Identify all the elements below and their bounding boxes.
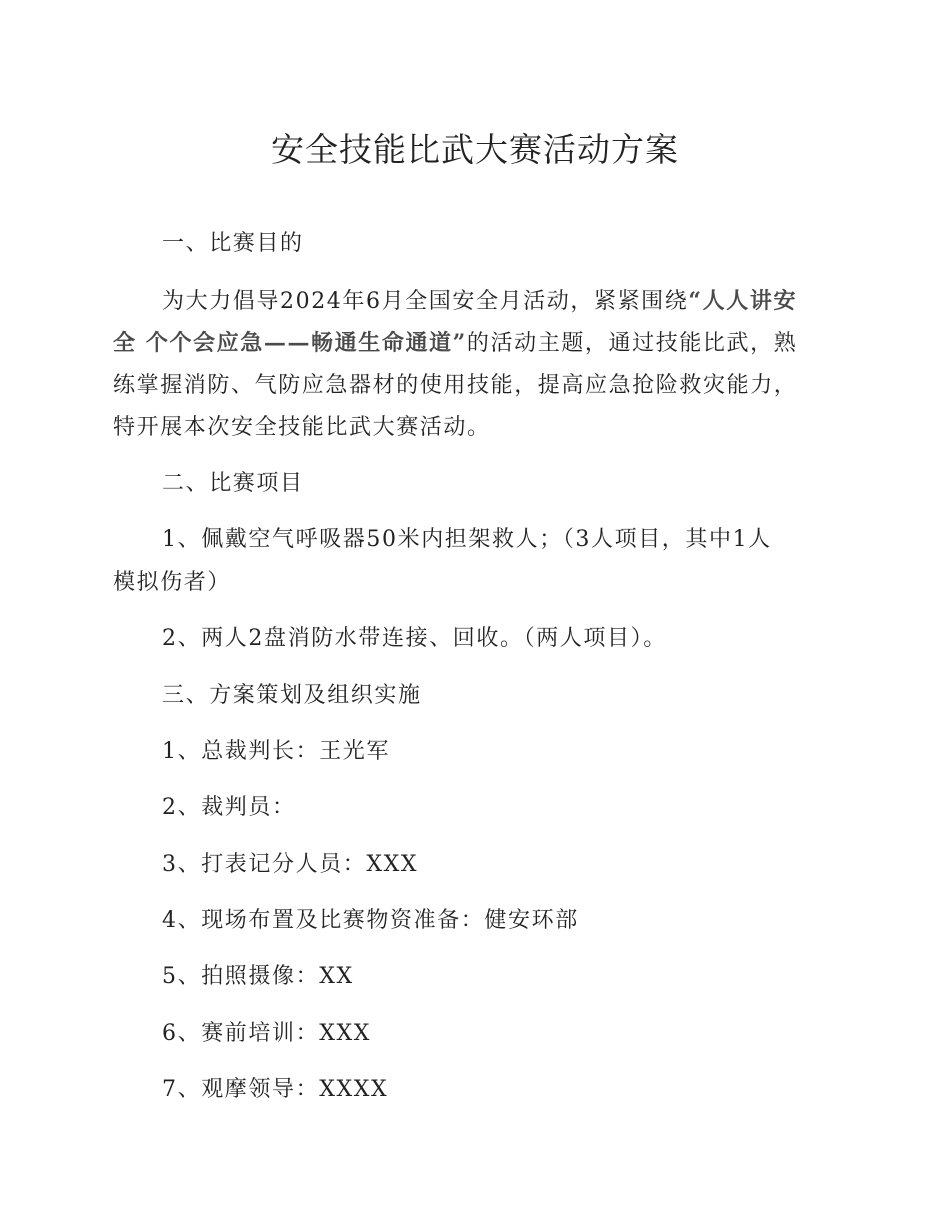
paragraph-text: 的活动主题，通过技能比武，熟 — [466, 331, 798, 356]
list-item: 1、佩戴空气呼吸器50米内担架救人；（3人项目，其中1人 — [162, 527, 772, 552]
paragraph-line: 特开展本次安全技能比武大赛活动。 — [113, 415, 491, 440]
list-item-continuation: 模拟伤者） — [113, 570, 232, 595]
section-heading-purpose: 一、比赛目的 — [162, 231, 304, 256]
org-item: 2、裁判员： — [162, 795, 296, 820]
paragraph-line — [113, 326, 797, 357]
paragraph-line — [162, 284, 797, 315]
section-heading-organization: 三、方案策划及组织实施 — [162, 683, 422, 708]
theme-highlight: 全 个个会应急——畅通生命通道” — [113, 330, 467, 356]
paragraph-text: 为大力倡导2024年6月全国安全月活动，紧紧围绕 — [162, 289, 689, 314]
org-item: 6、赛前培训：XXX — [162, 1021, 371, 1046]
org-item: 7、观摩领导：XXXX — [162, 1077, 389, 1102]
list-item: 2、两人2盘消防水带连接、回收。（两人项目）。 — [162, 626, 667, 651]
section-heading-items: 二、比赛项目 — [162, 471, 304, 496]
org-item: 3、打表记分人员：XXX — [162, 852, 419, 877]
document-title: 安全技能比武大赛活动方案 — [271, 130, 679, 169]
paragraph-line: 练掌握消防、气防应急器材的使用技能，提高应急抢险救灾能力， — [113, 373, 798, 398]
org-item: 1、总裁判长：王光军 — [162, 739, 390, 764]
org-item: 5、拍照摄像：XX — [162, 964, 354, 989]
org-item: 4、现场布置及比赛物资准备：健安环部 — [162, 908, 579, 933]
theme-highlight: “人人讲安 — [688, 288, 798, 314]
